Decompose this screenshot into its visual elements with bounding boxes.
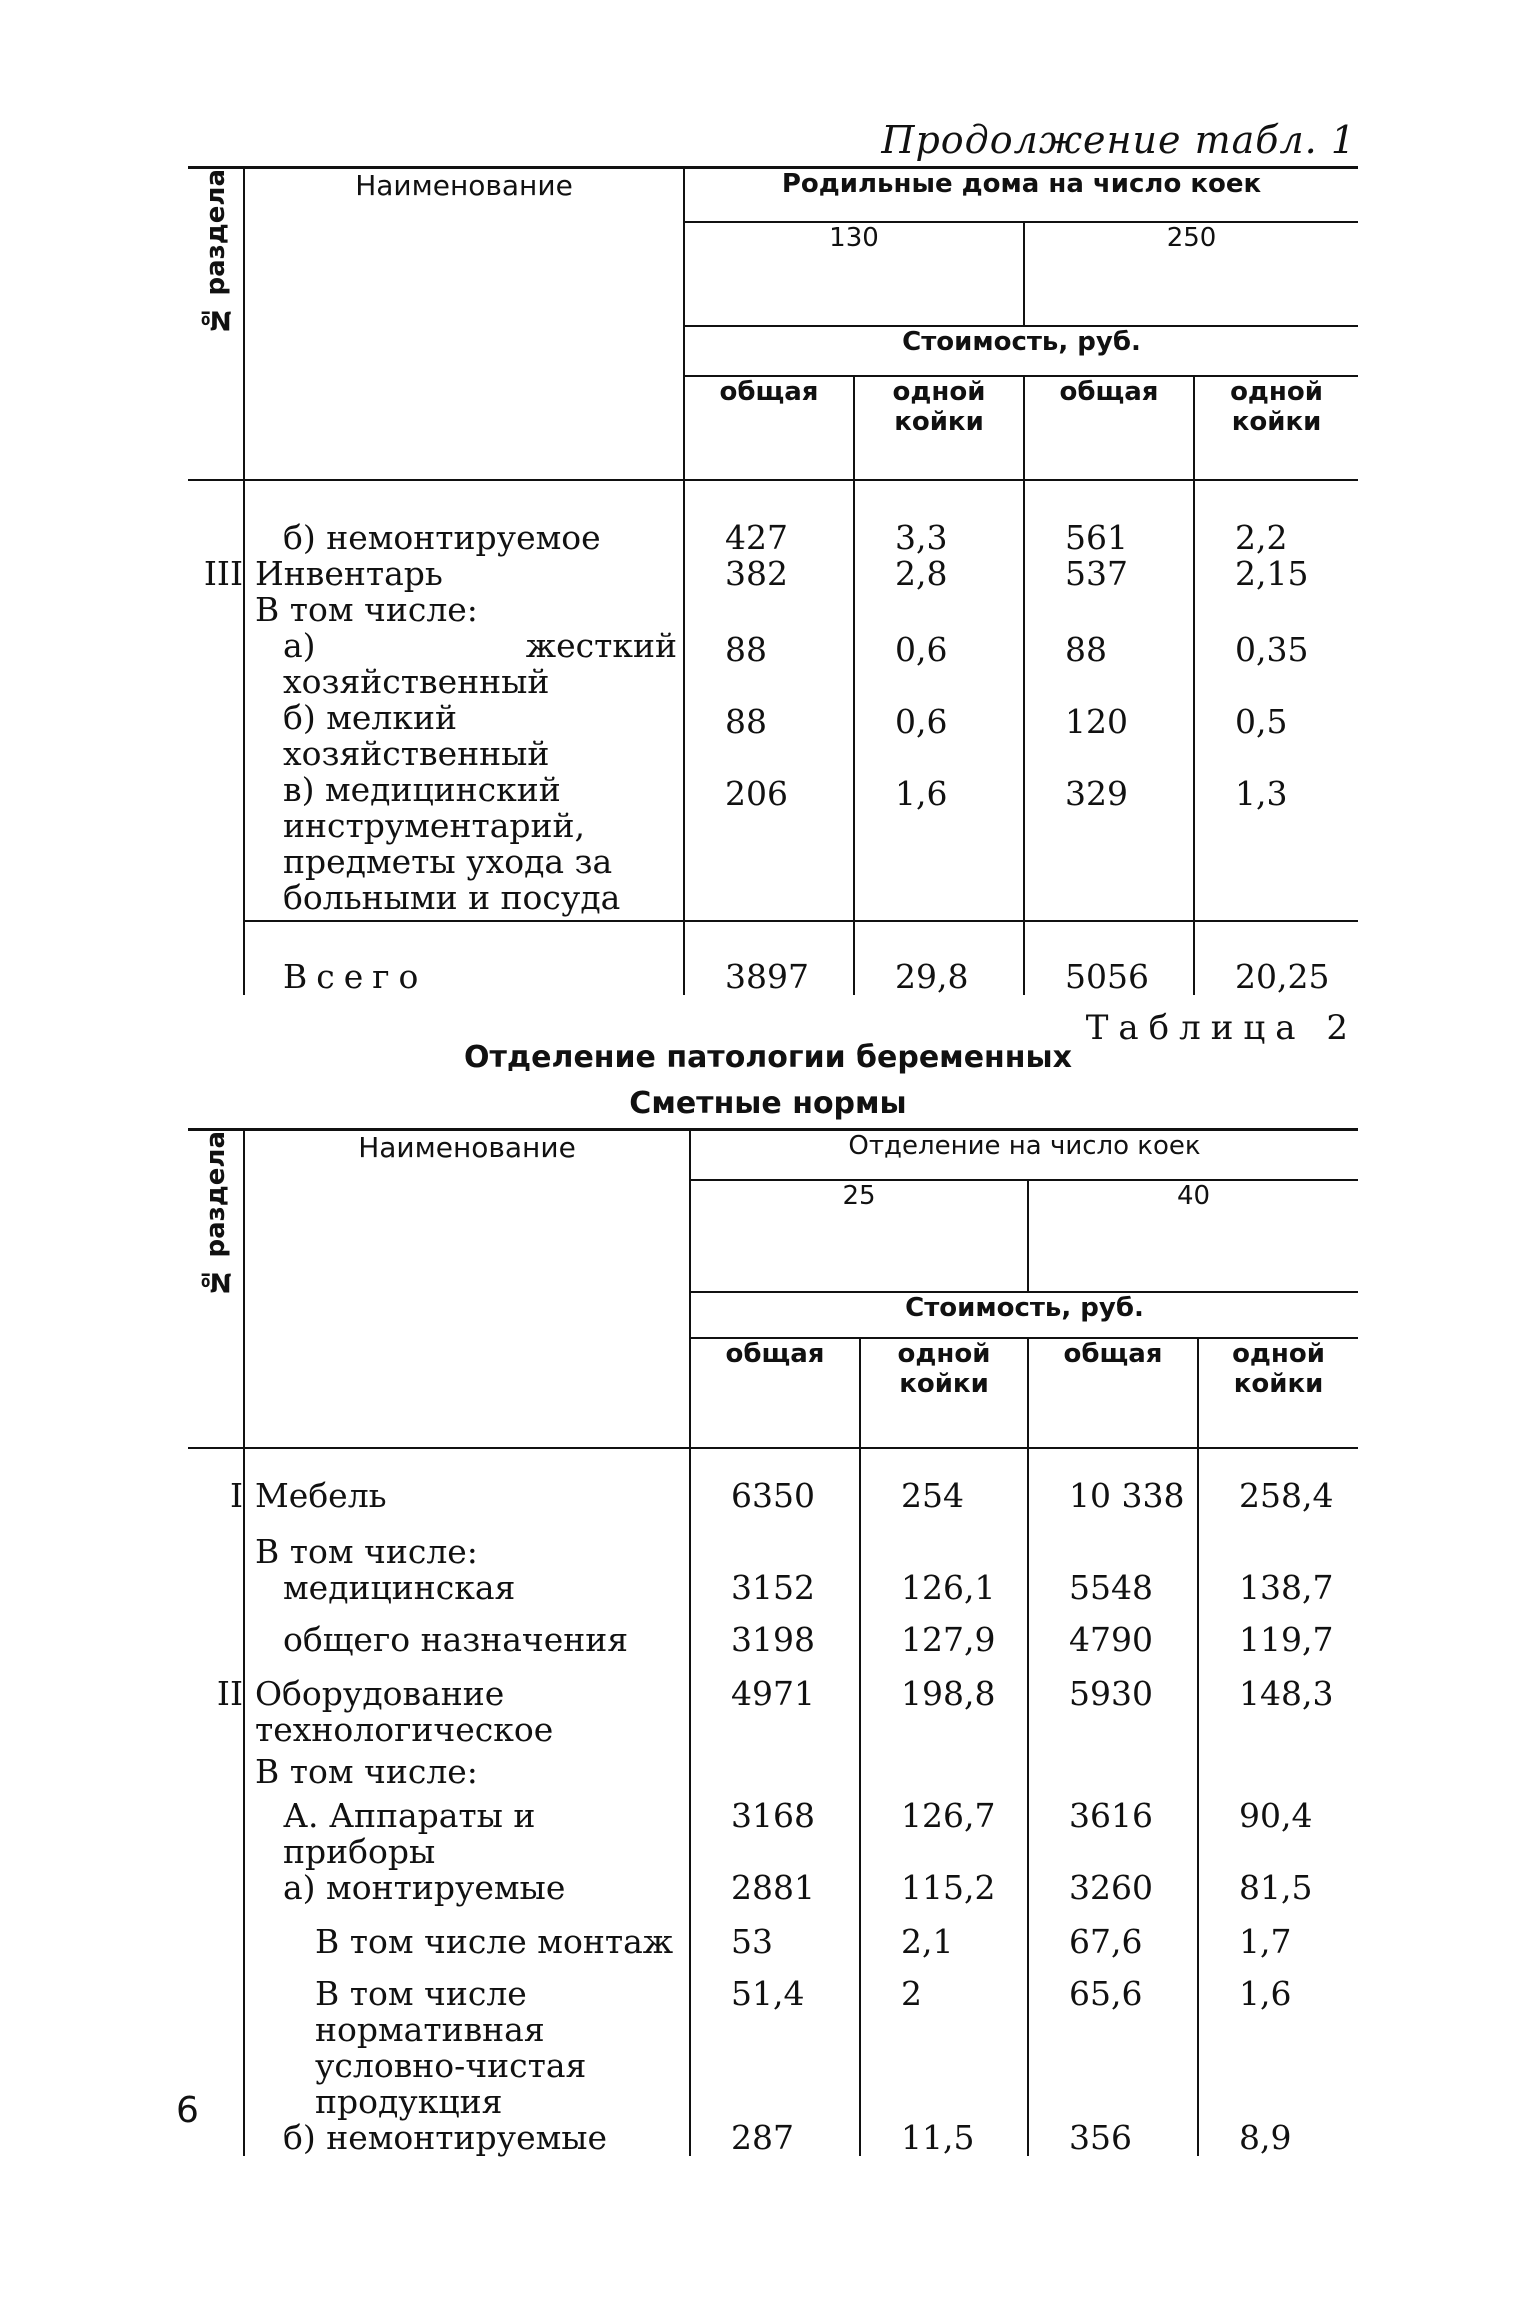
table-1	[188, 166, 1358, 995]
sub-total-1: общая	[684, 376, 854, 480]
table-row: общего назначения 3198 127,9 4790 119,7	[188, 1622, 1358, 1676]
table-2-label: Таблица 2	[1085, 1008, 1358, 1048]
table-row: В том числе:	[188, 1534, 1358, 1570]
group-header: Родильные дома на число коек	[684, 168, 1358, 222]
sub-total-1: общая	[690, 1338, 860, 1448]
table-row: в) медицинский инструментарий, предметы ухода за больными и посуда 206 1,6 329 1,3	[188, 772, 1358, 921]
table-row: а) жесткий хозяйственный 88 0,6 88 0,35	[188, 628, 1358, 700]
beds-250: 250	[1024, 222, 1358, 326]
sub-total-2: общая	[1024, 376, 1194, 480]
table-2	[188, 1128, 1358, 2156]
table-row: В том числе монтаж 53 2,1 67,6 1,7	[188, 1924, 1358, 1976]
name-header: Наименование	[244, 168, 684, 480]
continuation-header: Продолжение табл. 1	[881, 118, 1356, 162]
beds-25: 25	[690, 1180, 1028, 1292]
beds-40: 40	[1028, 1180, 1358, 1292]
table-row: В том числе:	[188, 1754, 1358, 1798]
beds-130: 130	[684, 222, 1024, 326]
sub-perbed-2: одной койки	[1194, 376, 1358, 480]
table-row: А. Аппараты и приборы 3168 126,7 3616 90,4	[188, 1798, 1358, 1870]
cost-header: Стоимость, руб.	[690, 1292, 1358, 1338]
sub-perbed-2: одной койки	[1198, 1338, 1358, 1448]
table-2-subtitle: Сметные нормы	[629, 1086, 907, 1121]
sub-perbed-1: одной койки	[854, 376, 1024, 480]
table-row: б) мелкий хозяйственный 88 0,6 120 0,5	[188, 700, 1358, 772]
section-header: № раздела	[188, 1130, 244, 1448]
table-2-title: Отделение патологии беременных	[464, 1040, 1072, 1075]
section-header: № раздела	[188, 168, 244, 480]
name-header: Наименование	[244, 1130, 690, 1448]
table-row: В том числе:	[188, 592, 1358, 628]
sub-total-2: общая	[1028, 1338, 1198, 1448]
table-row: б) немонтируемые 287 11,5 356 8,9	[188, 2120, 1358, 2156]
total-row: Всего 3897 29,8 5056 20,25	[188, 921, 1358, 995]
table-row: медицинская 3152 126,1 5548 138,7	[188, 1570, 1358, 1622]
table-row: I Мебель 6350 254 10 338 258,4	[188, 1478, 1358, 1534]
table-row: III Инвентарь 382 2,8 537 2,15	[188, 556, 1358, 592]
sub-perbed-1: одной койки	[860, 1338, 1028, 1448]
table-row: а) монтируемые 2881 115,2 3260 81,5	[188, 1870, 1358, 1924]
group-header: Отделение на число коек	[690, 1130, 1358, 1180]
table-row: б) немонтируемое 427 3,3 561 2,2	[188, 520, 1358, 556]
page-number: 6	[176, 2090, 199, 2131]
table-row: II Оборудование технологическое 4971 198,8 5930 148,3	[188, 1676, 1358, 1754]
cost-header: Стоимость, руб.	[684, 326, 1358, 376]
table-row: В том числе нормативная условно-чистая продукция 51,4 2 65,6 1,6	[188, 1976, 1358, 2120]
